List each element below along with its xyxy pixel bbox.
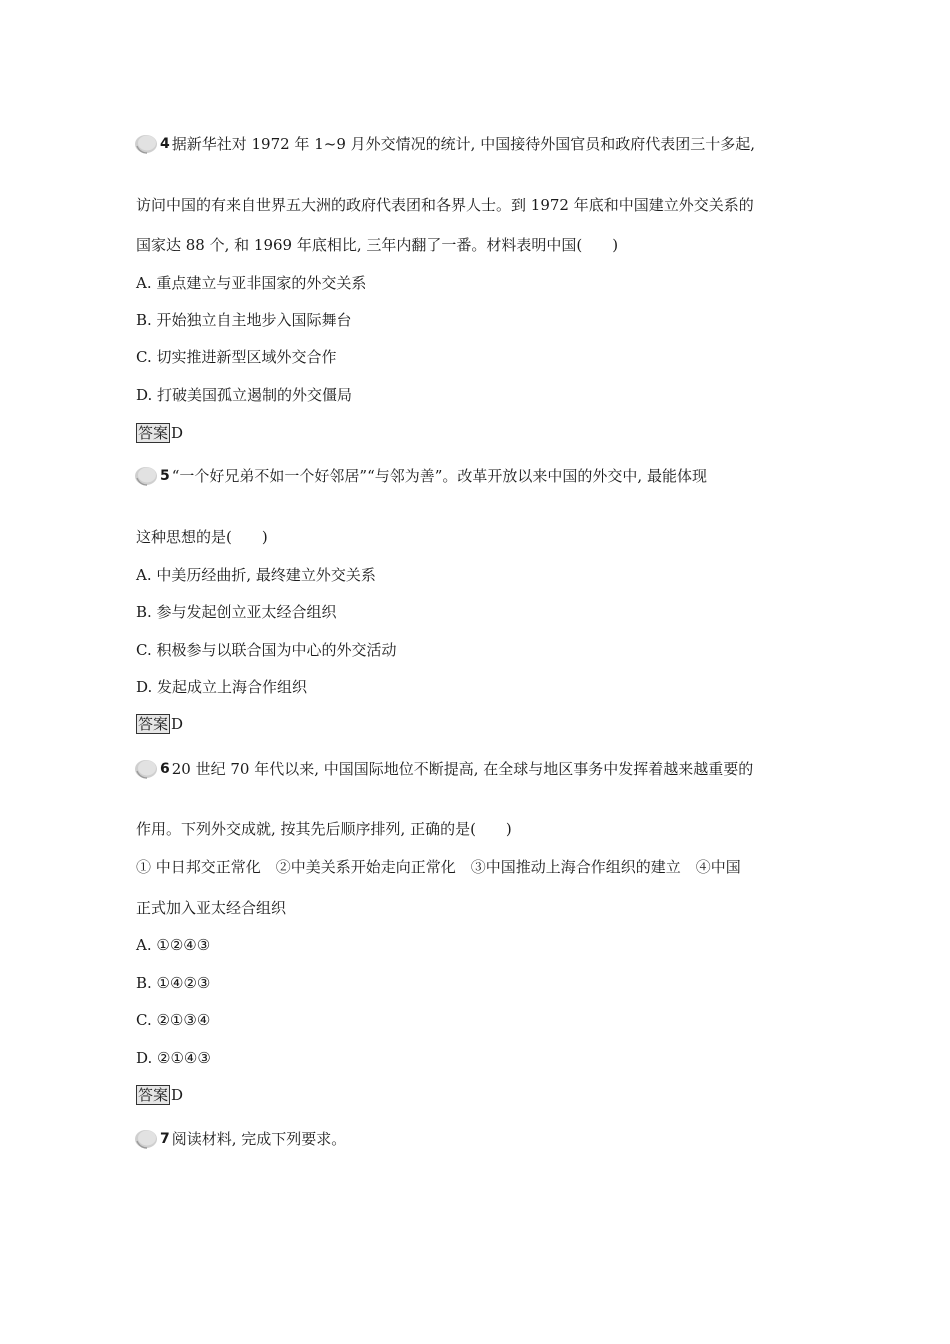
question-text-line: 访问中国的有来自世界五大洲的政府代表团和各界人士。到 1972 年底和中国建立外交关系的 — [136, 196, 754, 214]
answer-value: D — [171, 1086, 184, 1104]
question-4-header — [134, 134, 755, 154]
question-text-line: 国家达 88 个, 和 1969 年底相比, 三年内翻了一番。材料表明中国( ) — [136, 236, 619, 254]
option-d: D. 发起成立上海合作组织 — [136, 678, 308, 696]
option-a: A. 中美历经曲折, 最终建立外交关系 — [136, 566, 376, 584]
question-number: 5 — [160, 468, 170, 484]
question-number: 4 — [160, 136, 170, 152]
question-text-line: “一个好兄弟不如一个好邻居”“与邻为善”。改革开放以来中国的外交中, 最能体现 — [171, 467, 707, 485]
question-text-line: 据新华社对 1972 年 1~9 月外交情况的统计, 中国接待外国官员和政府代表团三十多起, — [171, 135, 755, 153]
question-bubble-icon — [134, 466, 158, 486]
question-text-line: 作用。下列外交成就, 按其先后顺序排列, 正确的是( ) — [136, 820, 512, 838]
question-7-header — [134, 1129, 346, 1149]
option-d: D. 打破美国孤立遏制的外交僵局 — [136, 386, 353, 404]
question-6-header — [134, 759, 753, 779]
answer-row — [136, 423, 183, 443]
option-b: B. 开始独立自主地步入国际舞台 — [136, 311, 352, 329]
question-text-line: 正式加入亚太经合组织 — [136, 899, 287, 917]
answer-value: D — [171, 715, 184, 733]
option-b: B. 参与发起创立亚太经合组织 — [136, 603, 337, 621]
question-number: 6 — [160, 761, 170, 777]
answer-label: 答案 — [138, 715, 169, 733]
answer-label: 答案 — [138, 1086, 169, 1104]
question-text-line: 20 世纪 70 年代以来, 中国国际地位不断提高, 在全球与地区事务中发挥着越来越重要的 — [171, 760, 754, 778]
question-text-line: 这种思想的是( ) — [136, 528, 268, 546]
question-bubble-icon — [134, 759, 158, 779]
question-5-header — [134, 466, 707, 486]
option-c: C. 切实推进新型区域外交合作 — [136, 348, 337, 366]
answer-value: D — [171, 424, 184, 442]
option-c: C. 积极参与以联合国为中心的外交活动 — [136, 641, 397, 659]
question-text-line: 阅读材料, 完成下列要求。 — [171, 1130, 347, 1148]
answer-label: 答案 — [138, 424, 169, 442]
question-bubble-icon — [134, 134, 158, 154]
option-d: D. ②①④③ — [136, 1049, 211, 1067]
question-text-line: ① 中日邦交正常化 ②中美关系开始走向正常化 ③中国推动上海合作组织的建立 ④中国 — [136, 858, 741, 876]
answer-row — [136, 714, 183, 734]
option-a: A. ①②④③ — [136, 936, 211, 954]
question-bubble-icon — [134, 1129, 158, 1149]
option-b: B. ①④②③ — [136, 974, 211, 992]
question-number: 7 — [160, 1131, 170, 1147]
option-a: A. 重点建立与亚非国家的外交关系 — [136, 274, 367, 292]
option-c: C. ②①③④ — [136, 1011, 211, 1029]
answer-row — [136, 1085, 183, 1105]
